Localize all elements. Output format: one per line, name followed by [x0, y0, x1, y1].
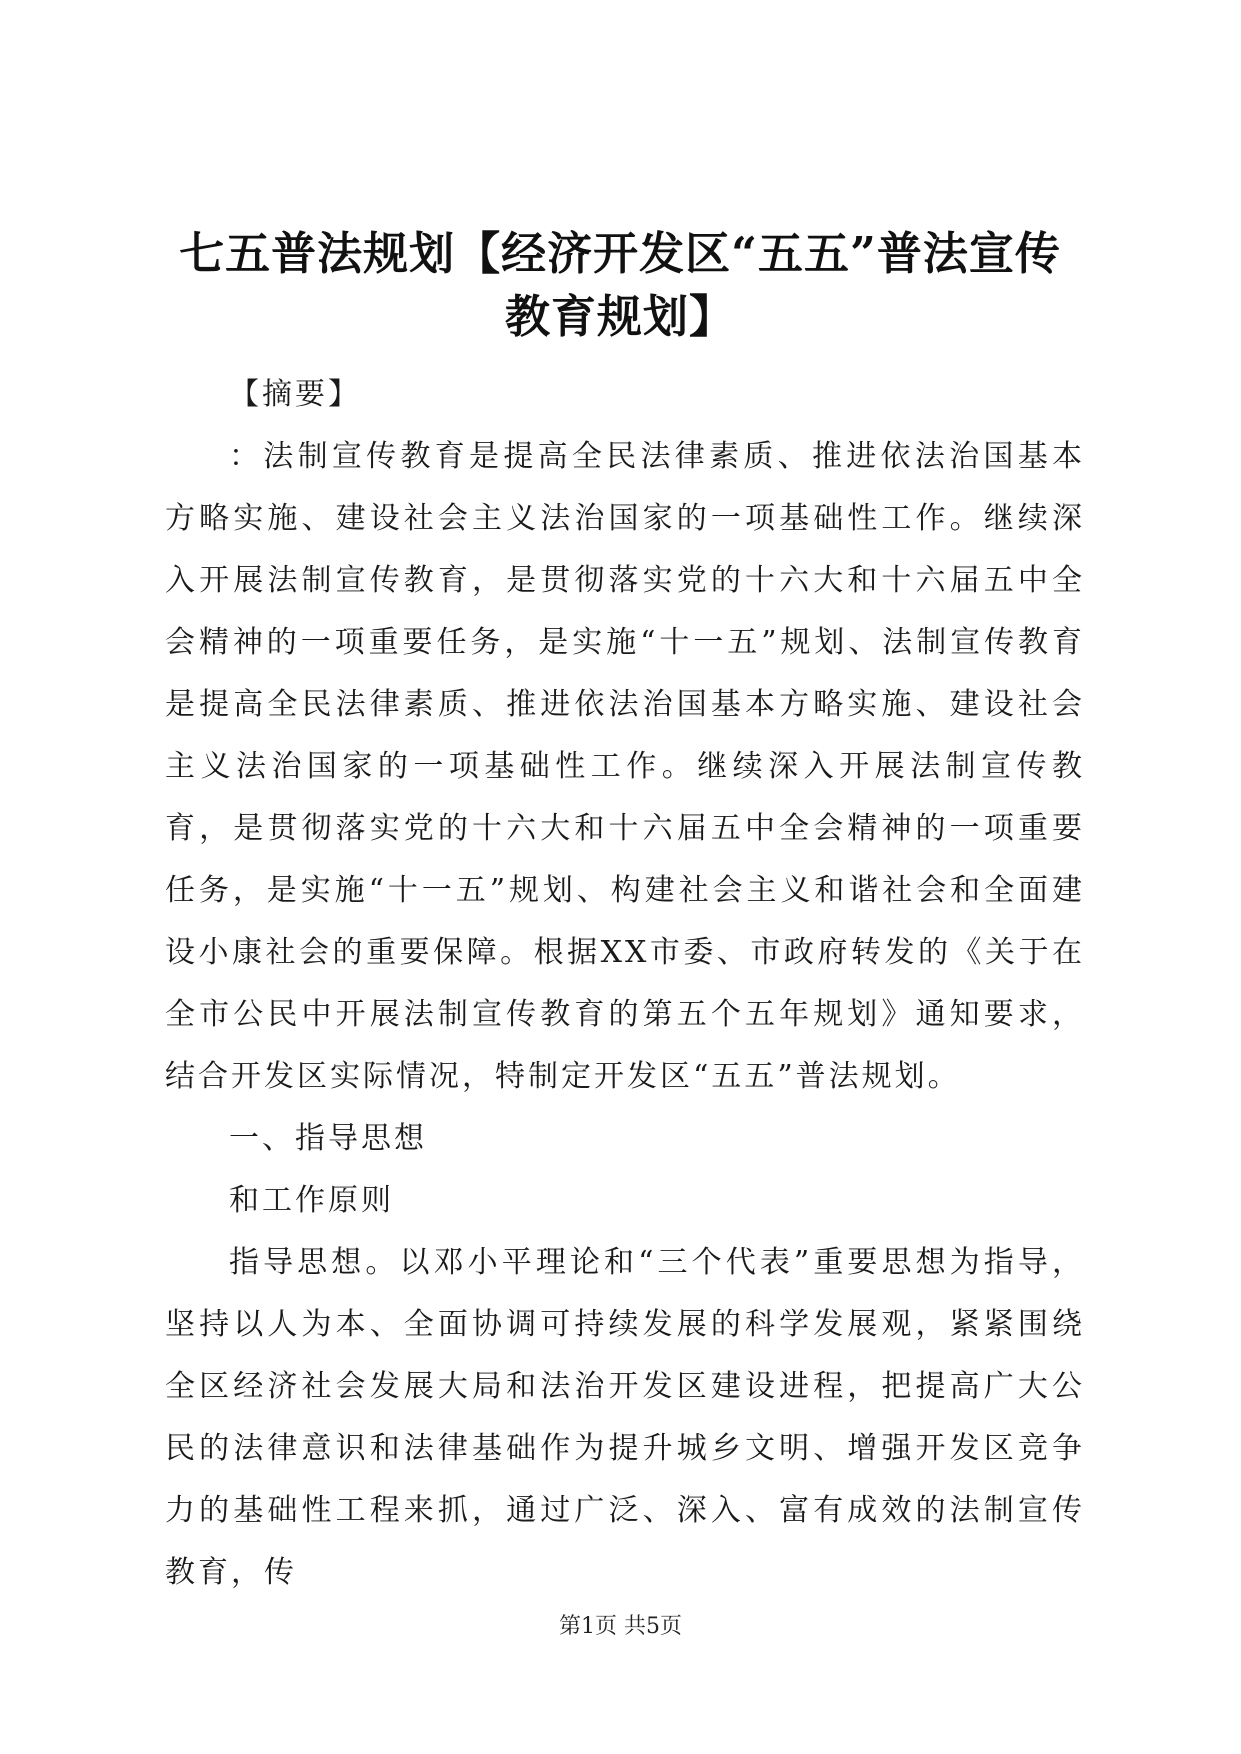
section-heading-work-principles: 和工作原则: [229, 1183, 394, 1218]
document-title: [150, 222, 1090, 348]
abstract-heading: 【摘要】: [229, 377, 361, 412]
title-line-1: 七五普法规划【经济开发区“五五”普法宣传: [179, 227, 1061, 280]
section-heading-guiding-thought: 一、指导思想: [229, 1121, 427, 1156]
title-line-2: 教育规划】: [504, 290, 735, 343]
document-body: [165, 364, 1085, 1604]
abstract-paragraph: ：法制宣传教育是提高全民法律素质、推进依法治国基本方略实施、建设社会主义法治国家的一项基础性工作。继续深入开展法制宣传教育，是贯彻落实党的十六大和十六届五中全会精神的一项重要任务，是实施“十一五”规划、法制宣传教育是提高全民法律素质、推进依法治国基本方略实施、建设社会主义法治国家的一项基础性工作。继续深入开展法制宣传教育，是贯彻落实党的十六大和十六届五中全会精神的一项重要任务，是实施“十一五”规划、构建社会主义和谐社会和全面建设小康社会的重要保障。根据XX市委、市政府转发的《关于在全市公民中开展法制宣传教育的第五个五年规划》通知要求，结合开发区实际情况，特制定开发区“五五”普法规划。: [165, 439, 1085, 1094]
page-number: 第1页 共5页: [559, 1614, 682, 1639]
guiding-thought-paragraph: 指导思想。以邓小平理论和“三个代表”重要思想为指导，坚持以人为本、全面协调可持续发展的科学发展观，紧紧围绕全区经济社会发展大局和法治开发区建设进程，把提高广大公民的法律意识和法律基础作为提升城乡文明、增强开发区竞争力的基础性工程来抓，通过广泛、深入、富有成效的法制宣传教育，传: [165, 1245, 1085, 1590]
page-footer: [0, 1612, 1241, 1642]
